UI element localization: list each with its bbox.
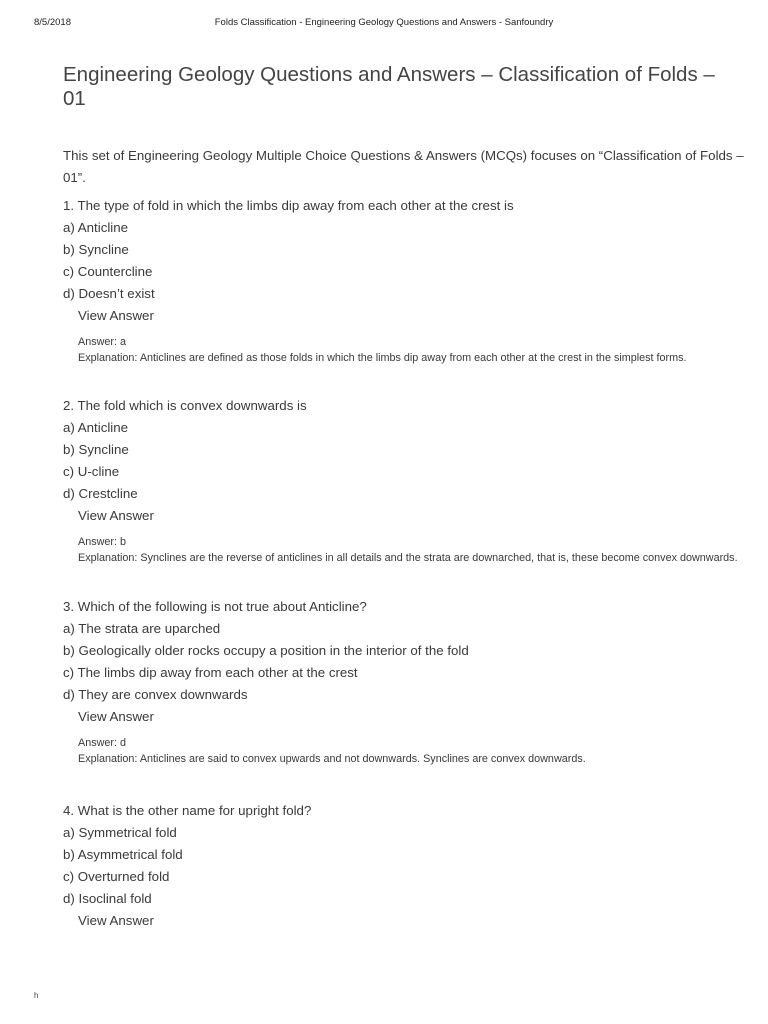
explanation-text: Explanation: Synclines are the reverse of anticlines in all details and the strata are downarched, that is, these become convex downwards. <box>78 551 738 564</box>
answer-text: Answer: a <box>78 336 127 348</box>
question-text: 2. The fold which is convex downwards is <box>63 398 307 413</box>
option-a: a) Anticline <box>63 220 129 235</box>
question-text: 1. The type of fold in which the limbs dip away from each other at the crest is <box>63 198 514 213</box>
answer-text: Answer: b <box>78 536 127 548</box>
option-a: a) Anticline <box>63 420 129 435</box>
answer-box <box>78 335 744 366</box>
answer-text: Answer: d <box>78 737 127 749</box>
explanation-text: Explanation: Anticlines are defined as those folds in which the limbs dip away from each other at the crest in the simplest forms. <box>78 351 687 364</box>
option-b: b) Syncline <box>63 242 129 257</box>
answer-box <box>78 535 744 566</box>
print-date: 8/5/2018 <box>34 17 71 28</box>
view-answer-button[interactable]: View Answer <box>78 308 154 323</box>
page-title: Engineering Geology Questions and Answers – Classification of Folds – 01 <box>63 63 715 110</box>
option-a: a) The strata are uparched <box>63 621 221 636</box>
question-1 <box>63 195 744 366</box>
question-2 <box>63 395 744 566</box>
question-text: 3. Which of the following is not true about Anticline? <box>63 599 367 614</box>
option-a: a) Symmetrical fold <box>63 825 177 840</box>
article-content <box>63 145 744 932</box>
question-3 <box>63 596 744 767</box>
view-answer-button[interactable]: View Answer <box>78 913 154 928</box>
option-b: b) Asymmetrical fold <box>63 847 183 862</box>
option-d: d) Crestcline <box>63 486 138 501</box>
option-c: c) U-cline <box>63 464 120 479</box>
option-d: d) Doesn’t exist <box>63 286 155 301</box>
footer-mark: h <box>34 991 39 1000</box>
answer-box <box>78 736 744 767</box>
intro-paragraph: This set of Engineering Geology Multiple Choice Questions & Answers (MCQs) focuses on “Classification of Folds – 01”. <box>63 148 744 185</box>
option-b: b) Geologically older rocks occupy a position in the interior of the fold <box>63 643 469 658</box>
option-d: d) Isoclinal fold <box>63 891 152 906</box>
view-answer-button[interactable]: View Answer <box>78 508 154 523</box>
view-answer-button[interactable]: View Answer <box>78 709 154 724</box>
print-title: Folds Classification - Engineering Geology Questions and Answers - Sanfoundry <box>214 17 554 28</box>
option-b: b) Syncline <box>63 442 129 457</box>
option-c: c) The limbs dip away from each other at the crest <box>63 665 358 680</box>
question-text: 4. What is the other name for upright fold? <box>63 803 312 818</box>
explanation-text: Explanation: Anticlines are said to convex upwards and not downwards. Synclines are convex downwards. <box>78 752 586 765</box>
option-c: c) Overturned fold <box>63 869 170 884</box>
option-c: c) Countercline <box>63 264 153 279</box>
question-4 <box>63 800 744 932</box>
print-header <box>0 17 768 31</box>
option-d: d) They are convex downwards <box>63 687 248 702</box>
